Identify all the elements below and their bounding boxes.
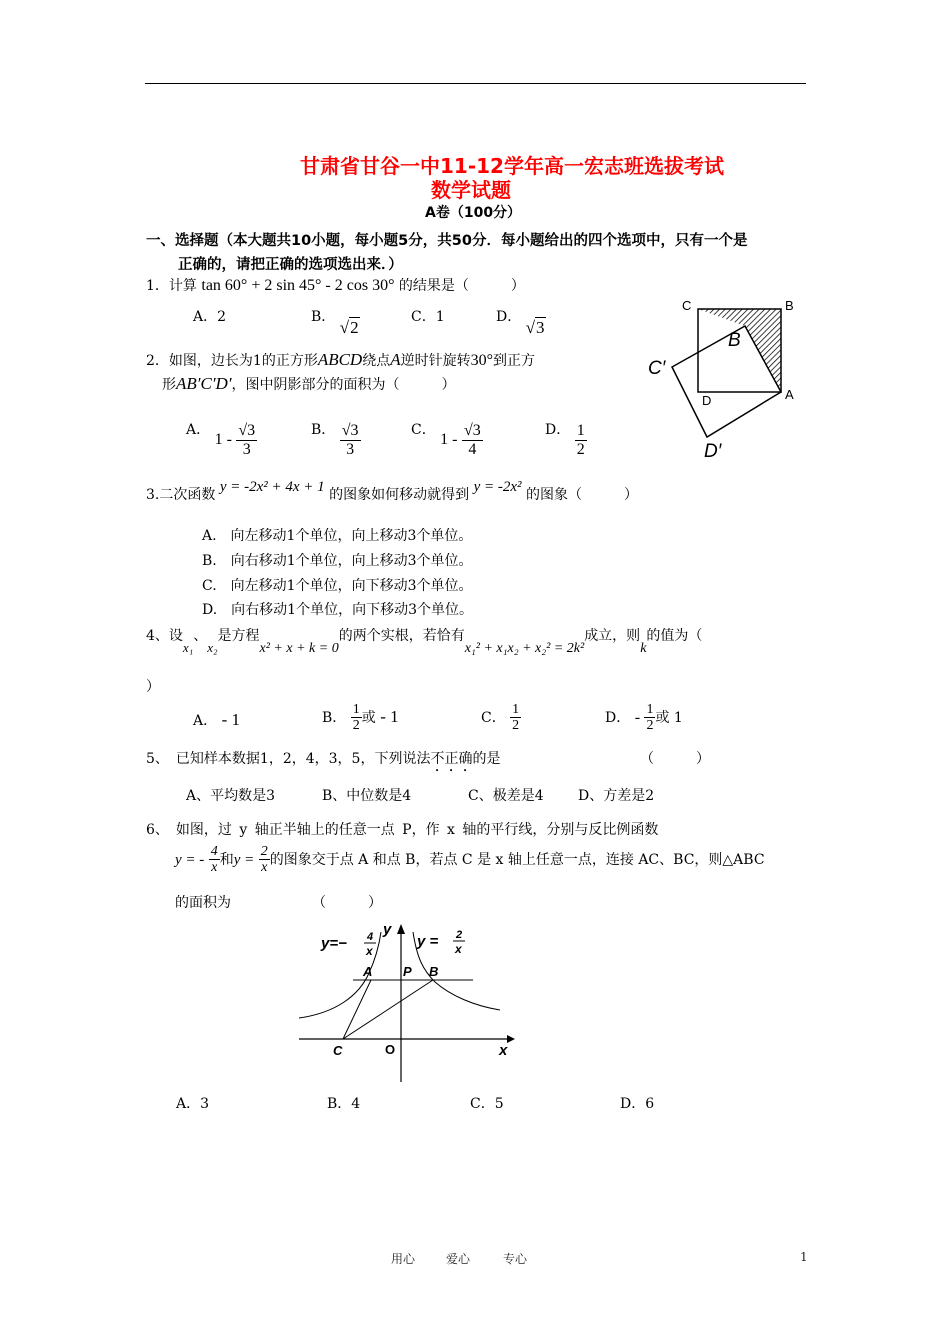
q2-option-d-den: 2 xyxy=(576,440,585,458)
q1-option-a: A．2 xyxy=(193,309,227,325)
q2-option-c-label: C． xyxy=(411,422,436,439)
q4-x1: x₁ xyxy=(182,640,194,655)
q6-f2-pre: y = xyxy=(233,851,255,868)
q2-option-c xyxy=(411,412,483,458)
q3-suffix: 的图象（ ） xyxy=(525,487,638,503)
q2-angle: 30° xyxy=(470,352,494,369)
q4-option-c xyxy=(481,702,521,734)
q4-suffix: 的值为（ xyxy=(646,628,703,644)
q6-label-p: P xyxy=(403,964,412,979)
part1-heading: 一、选择题（本大题共10小题，每小题5分，共50分．每小题给出的四个选项中，只有一个是 xyxy=(146,233,748,249)
q6-stem2-suffix: 的图象交于点 A 和点 B，若点 C 是 x 轴上任意一点，连接 AC、BC，则△ABC xyxy=(269,851,765,868)
header-rule xyxy=(145,83,806,84)
footer-text-2: 爱心 xyxy=(446,1252,471,1266)
q5-option-d: D、方差是2 xyxy=(578,788,655,804)
q6-x-axis-arrow xyxy=(507,1035,515,1043)
q2-option-a-num: √3 xyxy=(238,422,256,439)
q4-mid3: 成立，则 xyxy=(584,628,641,644)
q5-option-b: B、中位数是4 xyxy=(322,788,412,804)
q4-option-b xyxy=(322,702,399,734)
page-title: 甘肃省甘谷一中11-12学年高一宏志班选拔考试 xyxy=(300,154,724,178)
q2-point-a: A xyxy=(390,350,401,369)
q2-option-b-label: B． xyxy=(311,422,336,439)
q4-prefix: 4、设 xyxy=(146,628,183,644)
q4-mid2: 的两个实根，若恰有 xyxy=(338,628,465,644)
q6-label-x: x xyxy=(499,1042,508,1059)
q1-prefix: 1．计算 xyxy=(146,278,197,294)
q2-label-a: A xyxy=(785,387,794,402)
q4-option-d-den: 2 xyxy=(646,718,654,734)
q6-and: 和 xyxy=(219,851,234,868)
q6-label-f2-den: x xyxy=(455,942,462,956)
q2-option-a-den: 3 xyxy=(242,440,251,458)
q2-option-b-den: 3 xyxy=(346,440,355,458)
q2-option-d-label: D． xyxy=(545,422,571,439)
q2-stem-prefix: 2．如图，边长为1的正方形 xyxy=(146,353,318,369)
q2-option-b-num: √3 xyxy=(341,422,359,439)
q4-option-b-num: 1 xyxy=(352,702,360,717)
q1-option-d xyxy=(496,306,546,337)
q4-option-b-value: - 1 xyxy=(380,706,399,726)
q6-label-f1-den: x xyxy=(366,944,373,958)
q6-f2-den: x xyxy=(261,860,268,876)
q1-option-b xyxy=(311,306,360,337)
q6-option-b: B．4 xyxy=(327,1096,361,1112)
q4-option-c-den: 2 xyxy=(512,718,520,734)
q4-option-d-frac xyxy=(644,702,655,734)
q2-label-c-prime: C′ xyxy=(648,358,666,379)
q4-option-d-neg: - xyxy=(634,708,641,726)
q6-f1-pre: y = - xyxy=(175,851,205,868)
q2-option-c-pre: 1 - xyxy=(440,431,458,449)
q4-option-a-value: - 1 xyxy=(221,710,240,729)
q3-option-c: C. 向左移动1个单位，向下移动3个单位。 xyxy=(202,578,473,594)
q2-label-b-rotated: B xyxy=(728,330,741,351)
q6-label-f2: y = xyxy=(417,933,439,950)
q5-suffix: 的是 xyxy=(472,751,501,767)
q2-rotated-square-name: AB′C′D′ xyxy=(176,374,232,393)
q1-suffix: 的结果是（ ） xyxy=(398,278,525,294)
q2-label-b: B xyxy=(785,298,794,313)
q2-option-c-frac xyxy=(462,422,483,458)
q4-option-d-num: 1 xyxy=(646,702,654,717)
q2-option-b-frac xyxy=(340,422,361,458)
q4-option-b-frac xyxy=(351,702,362,734)
q6-stem-line3: 的面积为 xyxy=(175,895,231,911)
q2-option-a-label: A． xyxy=(186,422,211,439)
page-number: 1 xyxy=(800,1250,808,1264)
q2-option-a xyxy=(186,412,257,458)
q5-prefix: 5、 已知样本数据1，2，4，3，5，下列说法 xyxy=(146,751,431,767)
footer-text-1: 用心 xyxy=(391,1252,416,1266)
footer-text-3: 专心 xyxy=(503,1252,528,1266)
q2-label-d: D xyxy=(702,393,712,408)
q2-stem-line2 xyxy=(162,374,456,394)
q2-stem2-suffix: ，图中阴影部分的面积为（ ） xyxy=(231,377,456,393)
q6-label-o: O xyxy=(385,1042,396,1057)
q4-condition: x₁² + x₁x₂ + x₂² = 2k² xyxy=(464,641,585,656)
q4-option-b-or: 或 xyxy=(361,709,376,726)
q2-stem-rotate: 逆时针旋转 xyxy=(400,353,471,369)
q3-mid: 的图象如何移动就得到 xyxy=(329,487,470,503)
q3-option-d: D. 向右移动1个单位，向下移动3个单位。 xyxy=(202,602,473,618)
q6-label-c: C xyxy=(333,1043,343,1058)
q2-option-c-den: 4 xyxy=(468,440,477,458)
q5-option-c: C、极差是4 xyxy=(468,788,544,804)
q2-option-d xyxy=(545,412,587,458)
q3-function-2: y = -2x² xyxy=(473,479,522,495)
q5-option-a: A、平均数是3 xyxy=(186,788,276,804)
q6-label-y: y xyxy=(383,921,392,938)
q2-option-d-num: 1 xyxy=(576,422,585,439)
q1-option-d-label: D． xyxy=(496,309,522,325)
q6-option-a: A．3 xyxy=(176,1096,210,1112)
q4-option-c-frac xyxy=(510,702,521,734)
q3-stem xyxy=(146,479,638,504)
q5-emphasis: 不正确 xyxy=(430,751,473,767)
q2-option-c-num: √3 xyxy=(463,422,481,439)
q6-stem-line2 xyxy=(175,844,765,876)
q1-option-b-label: B． xyxy=(311,309,336,325)
q4-option-a xyxy=(193,710,240,730)
q2-option-a-pre: 1 - xyxy=(214,431,232,449)
q2-option-d-frac xyxy=(575,422,587,458)
q1-option-d-radicand: 3 xyxy=(536,318,545,337)
q6-figure xyxy=(295,918,520,1086)
q2-stem2-prefix: 形 xyxy=(162,377,176,393)
q6-f1-num: 4 xyxy=(210,844,218,859)
q4-option-b-label: B． xyxy=(322,709,347,726)
q5-answer-paren: （ ） xyxy=(640,751,710,767)
q1-option-c: C．1 xyxy=(411,309,445,325)
q5-stem xyxy=(146,748,500,775)
q6-option-d: D．6 xyxy=(620,1096,655,1112)
q3-option-a: A. 向左移动1个单位，向上移动3个单位。 xyxy=(202,528,473,544)
q4-option-c-num: 1 xyxy=(512,702,520,717)
q6-label-b: B xyxy=(429,964,439,979)
q4-stem xyxy=(146,625,703,656)
q3-function-1: y = -2x² + 4x + 1 xyxy=(219,479,325,495)
q6-y-axis-arrow xyxy=(397,924,405,934)
q2-label-d-prime: D′ xyxy=(704,441,722,462)
q2-square-name: ABCD xyxy=(317,350,363,369)
q1-stem xyxy=(146,275,525,295)
q4-option-a-label: A． xyxy=(193,713,218,729)
q2-figure xyxy=(640,292,815,467)
q3-option-b: B. 向右移动1个单位，向上移动3个单位。 xyxy=(202,553,473,569)
q4-option-c-label: C． xyxy=(481,709,506,726)
q1-option-b-radicand: 2 xyxy=(350,318,359,337)
q4-stem-close: ） xyxy=(146,679,160,695)
q2-stem-mid: 绕点 xyxy=(362,353,391,369)
part1-heading-cont: 正确的，请把正确的选项选出来．） xyxy=(178,257,403,273)
q2-stem xyxy=(146,350,535,370)
q6-f2-frac xyxy=(259,844,270,876)
q6-label-f1: y=− xyxy=(321,935,347,952)
q4-option-d-label: D． xyxy=(605,709,631,726)
q6-stem: 6、 如图，过 y 轴正半轴上的任意一点 P，作 x 轴的平行线，分别与反比例函数 xyxy=(146,822,659,838)
q4-option-b-den: 2 xyxy=(352,718,360,734)
q2-option-b xyxy=(311,412,361,458)
q6-label-f2-num: 2 xyxy=(456,929,463,941)
q6-option-c: C．5 xyxy=(470,1096,504,1112)
q4-option-d-or: 或 1 xyxy=(655,709,683,726)
q6-label-a: A xyxy=(363,964,373,979)
q4-mid1: 是方程 xyxy=(217,628,260,644)
q2-option-a-frac xyxy=(236,422,257,458)
q6-f1-den: x xyxy=(211,860,218,876)
q2-stem-suffix: 到正方 xyxy=(493,353,536,369)
q6-f2-num: 2 xyxy=(260,844,268,859)
q1-option-b-value: √2 xyxy=(339,318,359,337)
q4-option-d xyxy=(605,702,683,734)
q4-x2: x₂ xyxy=(207,640,218,655)
q3-prefix: 3.二次函数 xyxy=(146,487,216,503)
q4-k: k xyxy=(640,641,647,656)
section-label: A卷（100分） xyxy=(425,205,522,221)
page-subtitle: 数学试题 xyxy=(431,178,511,202)
q2-label-c: C xyxy=(682,298,692,313)
q6-f1-frac xyxy=(209,844,220,876)
q6-answer-paren: （ ） xyxy=(312,895,382,911)
q4-sep: 、 xyxy=(193,628,208,644)
q4-equation: x² + x + k = 0 xyxy=(259,641,339,656)
q1-option-d-value: √3 xyxy=(525,318,545,337)
q1-expression: tan 60° + 2 sin 45° - 2 cos 30° xyxy=(201,277,395,294)
q6-label-f1-num: 4 xyxy=(367,931,374,943)
